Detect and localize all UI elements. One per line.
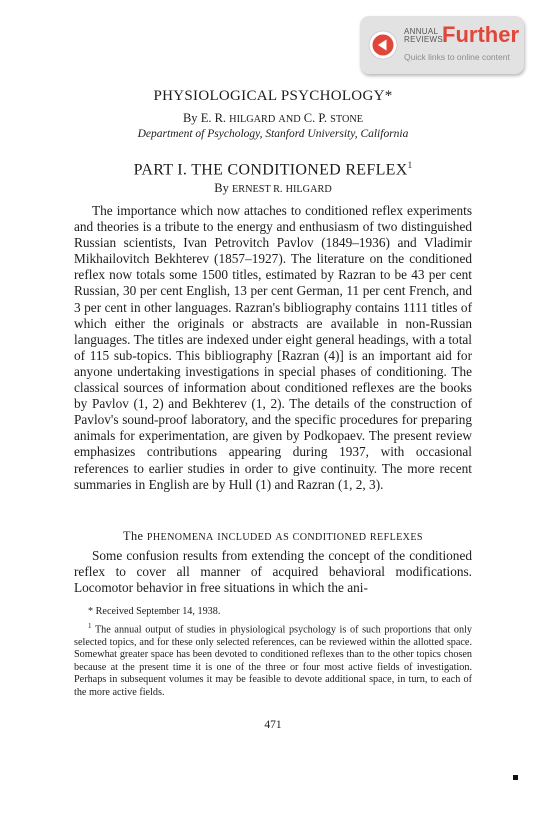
part-author-last: HILGARD xyxy=(285,184,332,195)
author1-last-name: HILGARD xyxy=(229,114,276,125)
part-author xyxy=(74,181,472,196)
article-title: PHYSIOLOGICAL PSYCHOLOGY* xyxy=(153,88,393,104)
section-word-as: AS xyxy=(275,532,290,543)
byline-by: By xyxy=(182,111,198,125)
publisher-line-2: REVIEWS xyxy=(404,35,443,44)
further-reading-badge[interactable] xyxy=(360,16,524,74)
department-affiliation: Department of Psychology, Stanford University, California xyxy=(137,128,409,140)
section-word-reflexes: REFLEXES xyxy=(369,532,423,543)
page-number: 471 xyxy=(264,719,282,731)
section-word-phenomena: PHENOMENA xyxy=(146,532,214,543)
section-heading xyxy=(74,529,472,544)
footnote-1-mark: 1 xyxy=(88,621,92,630)
author2-last-name: STONE xyxy=(330,114,364,125)
publisher-logo-text xyxy=(404,28,444,44)
section-word-the: The xyxy=(123,529,144,543)
byline-and: AND xyxy=(278,114,301,125)
part-author-first: ERNEST R. xyxy=(231,184,283,195)
section-word-conditioned: CONDITIONED xyxy=(292,532,367,543)
article-byline xyxy=(74,111,472,126)
author2-initials: C. P. xyxy=(303,111,328,125)
section-word-included: INCLUDED xyxy=(217,532,272,543)
section-body xyxy=(74,548,472,596)
footnote-received-mark: * xyxy=(88,606,94,617)
footnote-received-text: Received September 14, 1938. xyxy=(95,606,221,617)
footnote-1 xyxy=(74,620,472,700)
arrow-left-circle-icon xyxy=(368,30,398,60)
intro-body xyxy=(74,203,472,493)
author1-initials: E. R. xyxy=(200,111,227,125)
part-footnote-mark: 1 xyxy=(407,160,413,170)
further-label[interactable]: Further xyxy=(442,22,519,47)
footnotes xyxy=(74,606,472,700)
intro-paragraph: The importance which now attaches to conditioned reflex experiments and theories is a tribute to the energy and enthusiasm of two distinguished Russian scientists, Ivan Petrovitch Pavlov (1849–1936) and Vladimir Mikhailovitch Bekhterev (1857–1927). The literature on the conditioned reflex now totals some 1500 titles, estimated by Razran to be 43 per cent Russian, 30 per cent English, 13 per cent German, 11 per cent French, and 3 per cent in other languages. Razran's bibliography contains 1111 titles of which either the originals or abstracts are available in non-Russian languages. The titles are indexed under eight general headings, with a total of 115 sub-topics. This bibliography [Razran (4)] is an important aid for anyone undertaking investigations in special phases of conditioning. The classical sources of information about conditioned reflexes are the books by Pavlov (1, 2) and Bekhterev (1, 2). The details of the construction of Pavlov's sound-proof laboratory, and the specific procedures for preparing animals for experimentation, are given by Podkopaev. The present review emphasizes contributions appearing during 1937, with occasional references to earlier studies in order to give continuity. The more recent summaries in English are by Hull (1) and Razran (1, 2, 3). xyxy=(74,203,472,492)
part-title: PART I. THE CONDITIONED REFLEX xyxy=(133,161,408,179)
part-author-by: By xyxy=(214,181,229,195)
footnote-received xyxy=(74,606,472,619)
quick-links-text[interactable]: Quick links to online content xyxy=(404,52,510,62)
footnote-1-text: The annual output of studies in physiological psychology is of such proportions that only selected topics, and for these only selected references, can be reviewed within the allotted space. Somewhat greater space has been devoted to conditioned reflexes than to the other topics chosen because at the present time it is one of the three or four most active fields of investigation. Perhaps in subsequent volumes it may be feasible to devote additional space, in turn, to each of the more active fields. xyxy=(74,623,472,698)
part-heading xyxy=(74,160,472,179)
section-paragraph: Some confusion results from extending the concept of the conditioned reflex to cover all manner of acquired behavioral modifications. Locomotor behavior in free situations in which the ani- xyxy=(74,548,472,596)
page-corner-mark xyxy=(513,775,518,780)
publisher-line-1: ANNUAL xyxy=(404,27,439,36)
